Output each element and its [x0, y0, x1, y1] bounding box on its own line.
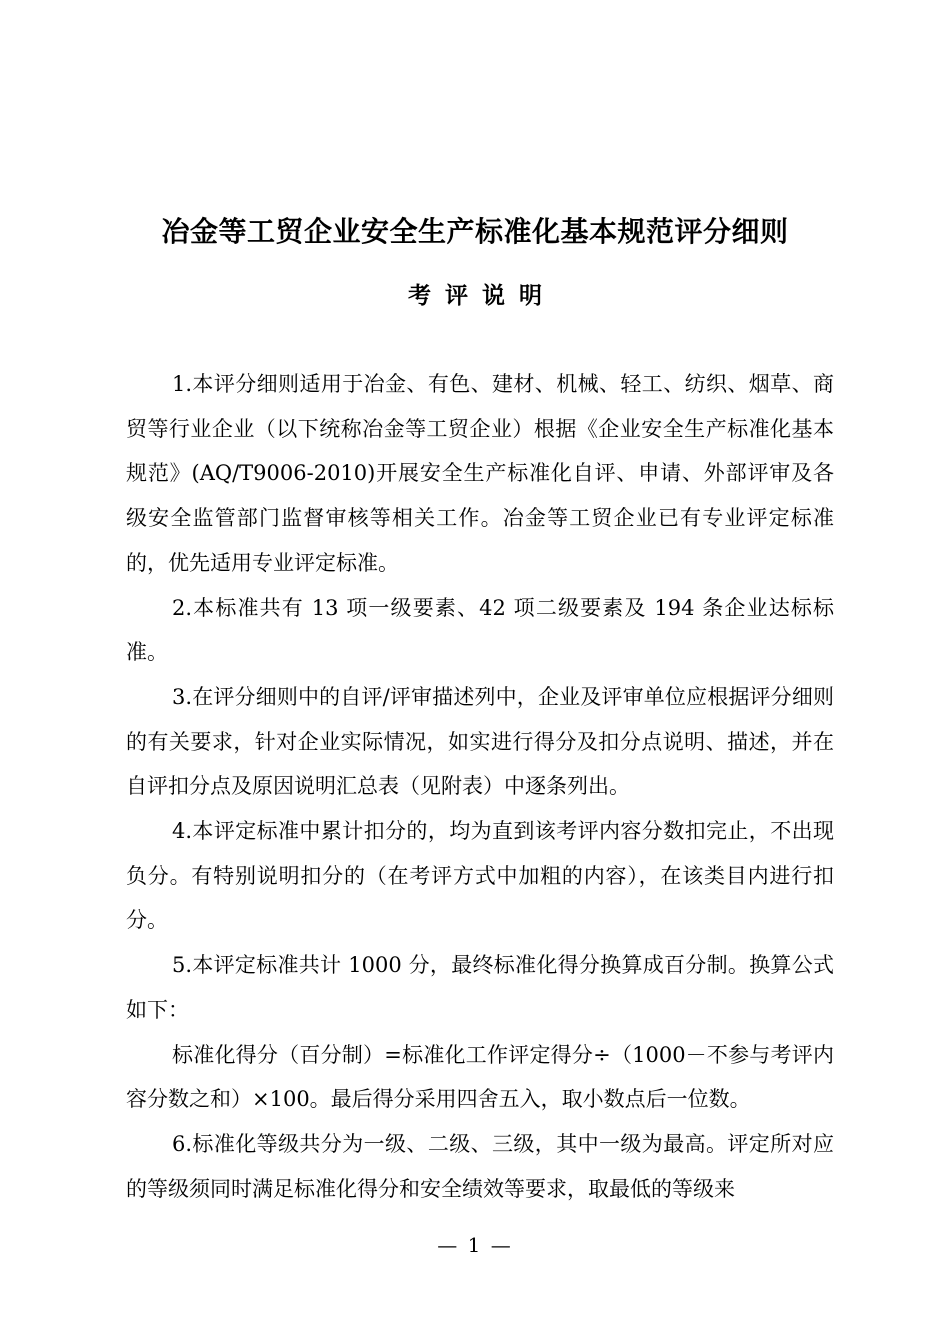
- formula-paragraph: 标准化得分（百分制）=标准化工作评定得分÷（1000－不参与考评内容分数之和）×100。最后得分采用四舍五入，取小数点后一位数。: [126, 1042, 834, 1112]
- paragraph-3: 3.在评分细则中的自评/评审描述列中，企业及评审单位应根据评分细则的有关要求，针对企业实际情况，如实进行得分及扣分点说明、描述，并在自评扣分点及原因说明汇总表（见附表）中逐条列出。: [126, 684, 834, 799]
- paragraph-4: 4.本评定标准中累计扣分的，均为直到该考评内容分数扣完止，不出现负分。有特别说明扣分的（在考评方式中加粗的内容），在该类目内进行扣分。: [126, 819, 834, 933]
- page-number: — 1 —: [437, 1233, 513, 1257]
- paragraph-1: 1.本评分细则适用于冶金、有色、建材、机械、轻工、纺织、烟草、商贸等行业企业（以下统称冶金等工贸企业）根据《企业安全生产标准化基本规范》(AQ/T9006-2010)开展安全生产标准化自评、申请、外部评审及各级安全监管部门监督审核等相关工作。冶金等工贸企业已有专业评定标准的，优先适用专业评定标准。: [126, 372, 834, 575]
- document-body: [126, 362, 834, 1211]
- document-title: 冶金等工贸企业安全生产标准化基本规范评分细则: [161, 215, 789, 248]
- paragraph-2: 2.本标准共有 13 项一级要素、42 项二级要素及 194 条企业达标标准。: [126, 595, 834, 665]
- section-heading: 考评说明: [408, 282, 556, 309]
- paragraph-5: 5.本评定标准共计 1000 分，最终标准化得分换算成百分制。换算公式如下：: [126, 953, 834, 1022]
- paragraph-6: 6.标准化等级共分为一级、二级、三级，其中一级为最高。评定所对应的等级须同时满足标准化得分和安全绩效等要求，取最低的等级来: [126, 1131, 834, 1201]
